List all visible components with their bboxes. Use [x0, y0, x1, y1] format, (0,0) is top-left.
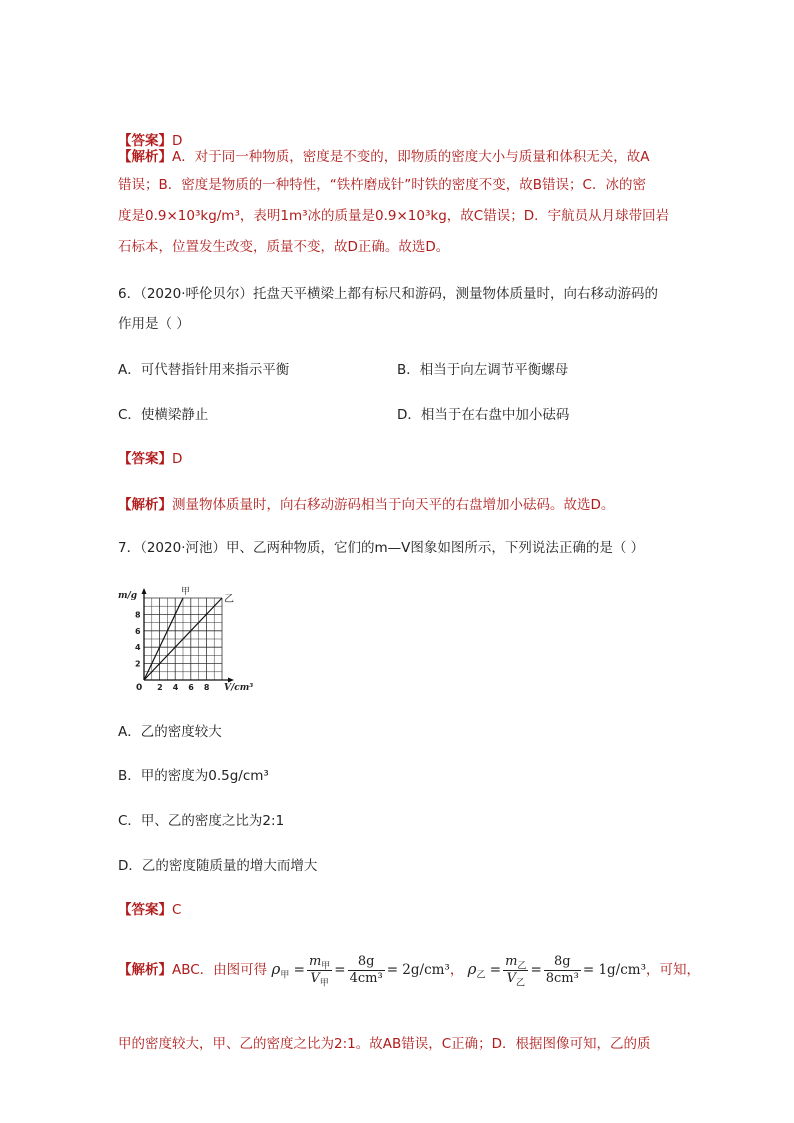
answer-value: D	[172, 133, 183, 149]
y-tick-label: 4	[135, 643, 141, 653]
fraction: $\frac{8g}{\text{8cm³}}$	[545, 954, 579, 986]
q6-stem-l1: 6．（2020·呼伦贝尔）托盘天平横梁上都有标尺和游码，测量物体质量时，向右移动游码的	[118, 286, 658, 302]
q7-analysis-formula-line: 【解析】ABC．由图可得 $\rho_甲$ = $\frac{m_甲}{V_甲}$ = $\frac{8g}{\text{4cm³}}$ = 2g/cm³， $\rho_乙$ = $\frac{m_乙}{V_乙}$ = $\frac{8g}{\text{8cm³}}$ = 1g/cm³，可知，	[118, 954, 700, 989]
series-label-yi: 乙	[224, 594, 234, 605]
analysis-tag: 【解析】	[118, 497, 172, 513]
q5-analysis-l2: 错误；B．密度是物质的一种特性，“铁杵磨成针”时铁的密度不变，故B错误；C．冰的密	[118, 177, 646, 193]
q7-analysis-l2: 甲的密度较大，甲、乙的密度之比为2:1。故AB错误，C正确；D．根据图像可知，乙的质	[118, 1036, 651, 1052]
q7-option-c: C．甲、乙的密度之比为2:1	[118, 813, 285, 829]
answer-value: C	[172, 902, 182, 918]
x-tick-label: 4	[172, 683, 179, 692]
q6-option-c: C．使横梁静止	[118, 407, 209, 423]
analysis-tag: 【解析】	[118, 962, 172, 978]
y-axis-label: m/g	[118, 591, 138, 601]
fraction: $\frac{8g}{\text{4cm³}}$	[349, 954, 383, 986]
q6-answer-line	[118, 449, 182, 469]
origin-label: 0	[136, 683, 143, 693]
x-tick-label: 6	[188, 683, 194, 692]
mv-graph	[116, 584, 256, 696]
analysis-tag: 【解析】	[118, 149, 172, 165]
series-label-jia: 甲	[181, 587, 191, 597]
fraction: $\frac{m_甲}{V_甲}$	[308, 954, 331, 989]
density-formula-jia: $\rho_甲$ = $\frac{m_甲}{V_甲}$ = $\frac{8g}{\text{4cm³}}$ = 2g/cm³	[271, 954, 450, 989]
q6-analysis-line: 【解析】测量物体质量时，向右移动游码相当于向天平的右盘增加小砝码。故选D。	[118, 497, 615, 513]
q6-option-a: A．可代替指针用来指示平衡	[118, 362, 290, 378]
density-formula-yi: $\rho_乙$ = $\frac{m_乙}{V_乙}$ = $\frac{8g}{\text{8cm³}}$ = 1g/cm³	[467, 954, 646, 989]
x-tick-label: 8	[203, 683, 210, 692]
y-tick-label: 6	[135, 626, 141, 636]
answer-tag: 【答案】	[118, 133, 172, 149]
x-axis-label: V/cm³	[224, 683, 254, 693]
answer-tag: 【答案】	[118, 451, 172, 467]
q7-option-a: A．乙的密度较大	[118, 724, 222, 740]
q6-option-d: D．相当于在右盘中加小砝码	[397, 407, 570, 423]
q7-option-b: B．甲的密度为0.5g/cm³	[118, 768, 269, 784]
y-tick-label: 8	[135, 610, 141, 620]
x-axis-arrow	[228, 678, 234, 683]
fraction: $\frac{m_乙}{V_乙}$	[505, 954, 527, 989]
q7-option-d: D．乙的密度随质量的增大而增大	[118, 858, 318, 874]
q5-analysis-l3: 度是0.9×10³kg/m³，表明1m³冰的质量是0.9×10³kg，故C错误；D．宇航员从月球带回岩	[118, 208, 670, 224]
q6-stem-l2: 作用是（ ）	[118, 316, 190, 332]
x-tick-label: 2	[157, 683, 163, 692]
answer-value: D	[172, 451, 183, 467]
q5-analysis-l4: 石标本，位置发生改变，质量不变，故D正确。故选D。	[118, 239, 450, 255]
q5-analysis-l1: 【解析】A．对于同一种物质，密度是不变的，即物质的密度大小与质量和体积无关，故A	[118, 149, 650, 165]
q7-answer-line	[118, 900, 181, 920]
q6-option-b: B．相当于向左调节平衡螺母	[397, 362, 569, 378]
answer-tag: 【答案】	[118, 902, 172, 918]
y-tick-label: 2	[135, 659, 141, 669]
q7-stem: 7．（2020·河池）甲、乙两种物质，它们的m—V图象如图所示，下列说法正确的是（ ）	[118, 540, 645, 556]
y-axis-arrow	[142, 588, 147, 594]
